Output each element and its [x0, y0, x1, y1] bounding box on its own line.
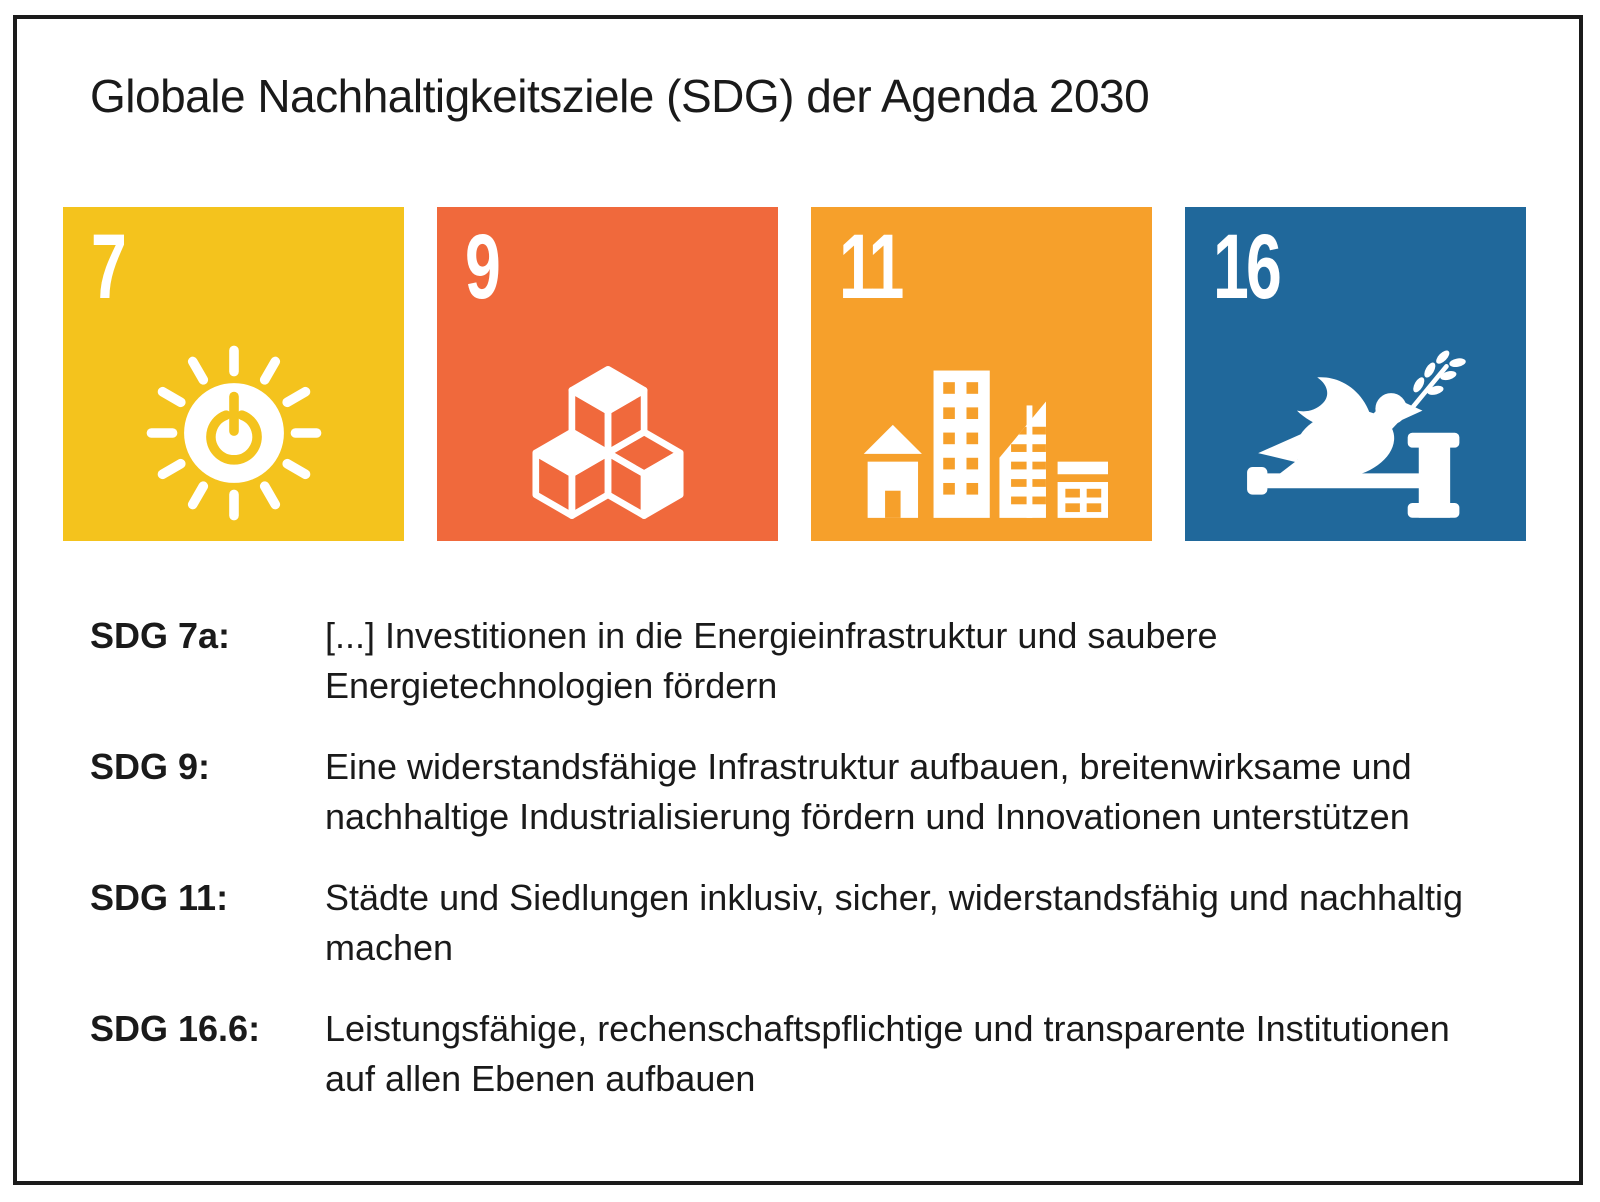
sdg-tile-9	[437, 207, 778, 541]
slide-frame	[13, 15, 1583, 1185]
sdg-tile-16	[1185, 207, 1526, 541]
sun-energy-icon	[138, 337, 330, 529]
goal-row-sdg-16-6	[90, 1004, 1529, 1104]
goal-label: SDG 11:	[90, 877, 229, 918]
goal-definitions	[90, 611, 1529, 1104]
city-skyline-icon	[856, 345, 1108, 525]
goal-text: Eine widerstandsfähige Infrastruktur aufbauen, breitenwirksame und nachhaltige Industrialisierung fördern und Innovationen unterstützen	[325, 746, 1412, 837]
tile-number: 16	[1213, 216, 1280, 318]
goal-label: SDG 16.6:	[90, 1008, 261, 1049]
goal-text: Städte und Siedlungen inklusiv, sicher, widerstandsfähig und nachhaltig machen	[325, 877, 1464, 968]
goal-row-sdg-11	[90, 873, 1529, 973]
goal-row-sdg-7a	[90, 611, 1529, 711]
goal-text: Leistungsfähige, rechenschaftspflichtige und transparente Institutionen auf allen Ebenen aufbauen	[325, 1008, 1450, 1099]
cubes-icon	[513, 337, 703, 527]
goal-text: [...] Investitionen in die Energieinfrastruktur und saubere Energietechnologien fördern	[325, 615, 1218, 706]
goal-label: SDG 9:	[90, 746, 211, 787]
sdg-tile-11	[811, 207, 1152, 541]
tile-number: 7	[91, 216, 125, 318]
dove-gavel-icon	[1236, 344, 1476, 529]
sdg-tile-7	[63, 207, 404, 541]
sdg-tile-row	[63, 207, 1579, 541]
goal-row-sdg-9	[90, 742, 1529, 842]
page-title: Globale Nachhaltigkeitsziele (SDG) der Agenda 2030	[90, 70, 1150, 122]
tile-number: 11	[839, 216, 902, 318]
tile-number: 9	[465, 216, 499, 318]
goal-label: SDG 7a:	[90, 615, 231, 656]
